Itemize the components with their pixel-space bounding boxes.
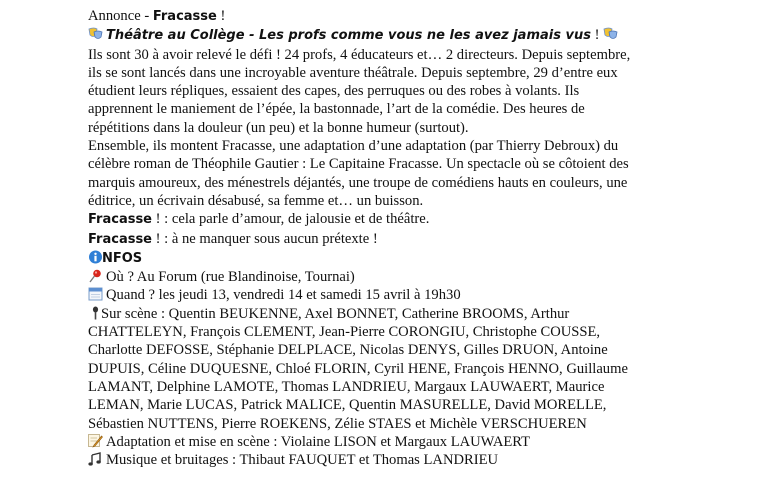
when-line [88,286,688,304]
tagline-dont-miss [88,230,688,249]
cast-line: CHATTELEYN, François CLEMENT, Jean-Pierre CORONGIU, Christophe COUSSE, [88,324,601,341]
theater-masks-icon [603,27,618,41]
subtitle-exclamation: ! [590,27,600,44]
tagline-text: ! : à ne manquer sous aucun prétexte ! [152,230,378,247]
intro-line: marquis amoureux, des ménestrels déjantés, une troupe de comédiens hauts en couleurs, une [88,174,628,191]
where-line [88,268,688,286]
when-text: Quand ? les jeudi 13, vendredi 14 et samedi 15 avril à 19h30 [106,287,461,304]
intro-line: répétitions dans la douleur (un peu) et la bonne humeur (surtout). [88,119,469,136]
announcement-label: Annonce - [88,8,153,24]
adaptation-text: Adaptation et mise en scène : Violaine LISON et Margaux LAUWAERT [106,433,531,450]
intro-line: célèbre roman de Théophile Gautier : Le Capitaine Fracasse. Un spectacle où se côtoient des [88,156,629,173]
tagline-show-name: Fracasse [88,212,153,228]
show-name: Fracasse [152,9,217,24]
microphone-icon [88,306,98,320]
heading-exclamation: ! [216,8,226,24]
tagline-text: ! : cela parle d’amour, de jalousie et de théâtre. [152,211,430,228]
intro-line: éditrice, un écrivain désabusé, sa femme et… un buisson. [88,192,424,209]
music-text: Musique et bruitages : Thibaut FAUQUET et Thomas LANDRIEU [106,452,499,469]
music-line [88,451,688,469]
intro-line: ils se sont lancés dans une incroyable aventure théâtrale. Depuis septembre, 29 d’entre eux [88,64,618,81]
intro-line: étudient leurs répliques, essaient des capes, des perruques ou des robes à volants. Ils [88,83,580,100]
pen-icon [88,434,103,448]
where-text: Où ? Au Forum (rue Blandinoise, Tournai) [106,269,355,286]
subtitle-line [88,26,688,45]
cast-line: LEMAN, Marie LUCAS, Patrick MALICE, Quentin MASURELLE, David MORELLE, [88,397,607,414]
calendar-icon [88,287,103,301]
subtitle-text: Théâtre au Collège - Les profs comme vous ne les avez jamais vus [106,28,591,44]
cast-line: Charlotte DEFOSSE, Stéphanie DELPLACE, Nicolas DENYS, Gilles DRUON, Antoine [88,342,608,359]
tagline-show-name: Fracasse [88,231,153,247]
music-notes-icon [88,452,103,466]
cast-line: LAMANT, Delphine LAMOTE, Thomas LANDRIEU, Margaux LAUWAERT, Maurice [88,378,605,395]
infos-label: NFOS [102,250,143,266]
cast-line: Sébastien NUTTENS, Pierre ROEKENS, Zélie STAES et Michèle VERSCHUEREN [88,415,587,432]
pushpin-icon [88,269,103,283]
tagline-love [88,210,688,229]
intro-line: Ils sont 30 à avoir relevé le défi ! 24 profs, 4 éducateurs et… 2 directeurs. Depuis septembre, [88,46,631,63]
info-icon [88,250,102,264]
cast-line: DUPUIS, Céline DUQUESNE, Chloé FLORIN, Cyril HENE, François HENNO, Guillaume [88,360,628,377]
cast-text: Sur scène : Quentin BEUKENNE, Axel BONNET, Catherine BROOMS, Arthur [101,305,570,322]
cast-line [88,305,688,323]
infos-heading [88,249,688,268]
theater-masks-icon [88,27,103,41]
adaptation-line [88,433,688,451]
announcement-document [88,7,688,469]
intro-line: apprennent le maniement de l’épée, la bastonnade, l’art de la comédie. Des heures de [88,101,585,118]
intro-line: Ensemble, ils montent Fracasse, une adaptation d’une adaptation (par Thierry Debroux) du [88,138,619,155]
announcement-heading [88,7,688,26]
